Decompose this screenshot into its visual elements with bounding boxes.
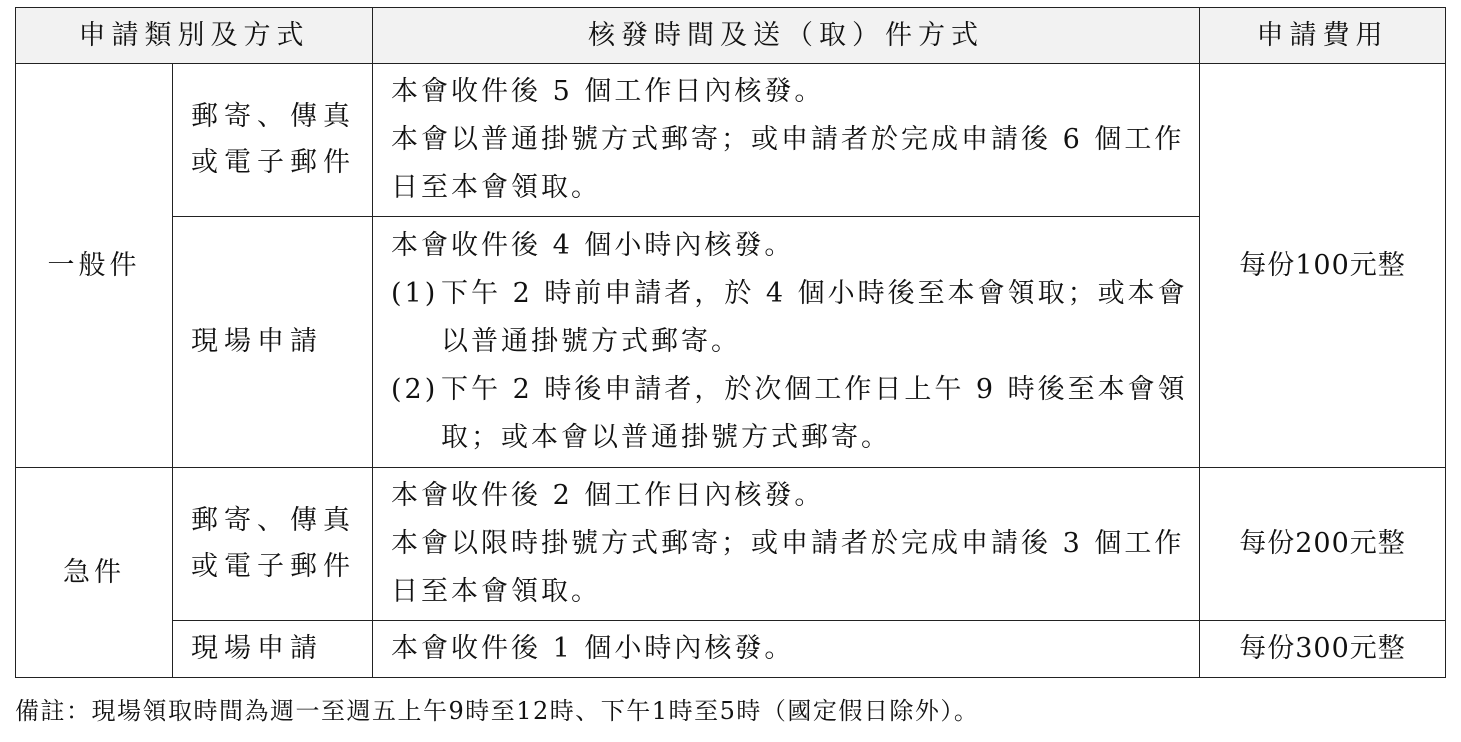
description-line: 本會收件後 1 個小時內核發。 <box>391 633 795 664</box>
category-normal: 一般件 <box>16 64 173 468</box>
table-row <box>16 621 1446 678</box>
description-line: 本會收件後 4 個小時內核發。 <box>391 230 795 261</box>
item-number: (1) <box>391 278 439 309</box>
method-label: 或電子郵件 <box>191 551 356 582</box>
footnote: 備註：現場領取時間為週一至週五上午9時至12時、下午1時至5時（國定假日除外）。 <box>15 697 980 725</box>
fee-table <box>15 7 1446 678</box>
description-cell <box>373 64 1200 217</box>
numbered-item <box>391 270 1189 366</box>
table-row <box>16 468 1446 621</box>
item-number: (2) <box>391 374 439 405</box>
category-urgent: 急件 <box>16 468 173 678</box>
header-row <box>16 8 1446 64</box>
item-text: 下午 2 時後申請者，於次個工作日上午 9 時後至本會領取；或本會以普通掛號方式郵寄。 <box>441 374 1188 453</box>
fee-normal: 每份100元整 <box>1200 64 1446 468</box>
description-cell <box>373 468 1200 621</box>
description-line: 本會以限時掛號方式郵寄；或申請者於完成申請後 3 個工作日至本會領取。 <box>391 528 1185 607</box>
description-cell <box>373 217 1200 468</box>
description-cell <box>373 621 1200 678</box>
method-cell <box>173 64 373 217</box>
method-cell <box>173 468 373 621</box>
description-line: 本會收件後 5 個工作日內核發。 <box>391 76 825 107</box>
numbered-item <box>391 366 1189 462</box>
method-label: 現場申請 <box>173 621 373 678</box>
description-line: 本會以普通掛號方式郵寄；或申請者於完成申請後 6 個工作日至本會領取。 <box>391 124 1185 203</box>
method-label: 郵寄、傳真 <box>191 101 356 132</box>
fee-urgent-mail: 每份200元整 <box>1200 468 1446 621</box>
header-fee: 申請費用 <box>1200 8 1446 64</box>
description-line: 本會收件後 2 個工作日內核發。 <box>391 480 825 511</box>
header-issuance: 核發時間及送（取）件方式 <box>373 8 1200 64</box>
header-category: 申請類別及方式 <box>16 8 373 64</box>
fee-urgent-onsite: 每份300元整 <box>1200 621 1446 678</box>
method-label: 現場申請 <box>173 217 373 468</box>
item-text: 下午 2 時前申請者，於 4 個小時後至本會領取；或本會以普通掛號方式郵寄。 <box>441 278 1188 357</box>
method-label: 或電子郵件 <box>191 147 356 178</box>
method-label: 郵寄、傳真 <box>191 505 356 536</box>
table-row <box>16 64 1446 217</box>
